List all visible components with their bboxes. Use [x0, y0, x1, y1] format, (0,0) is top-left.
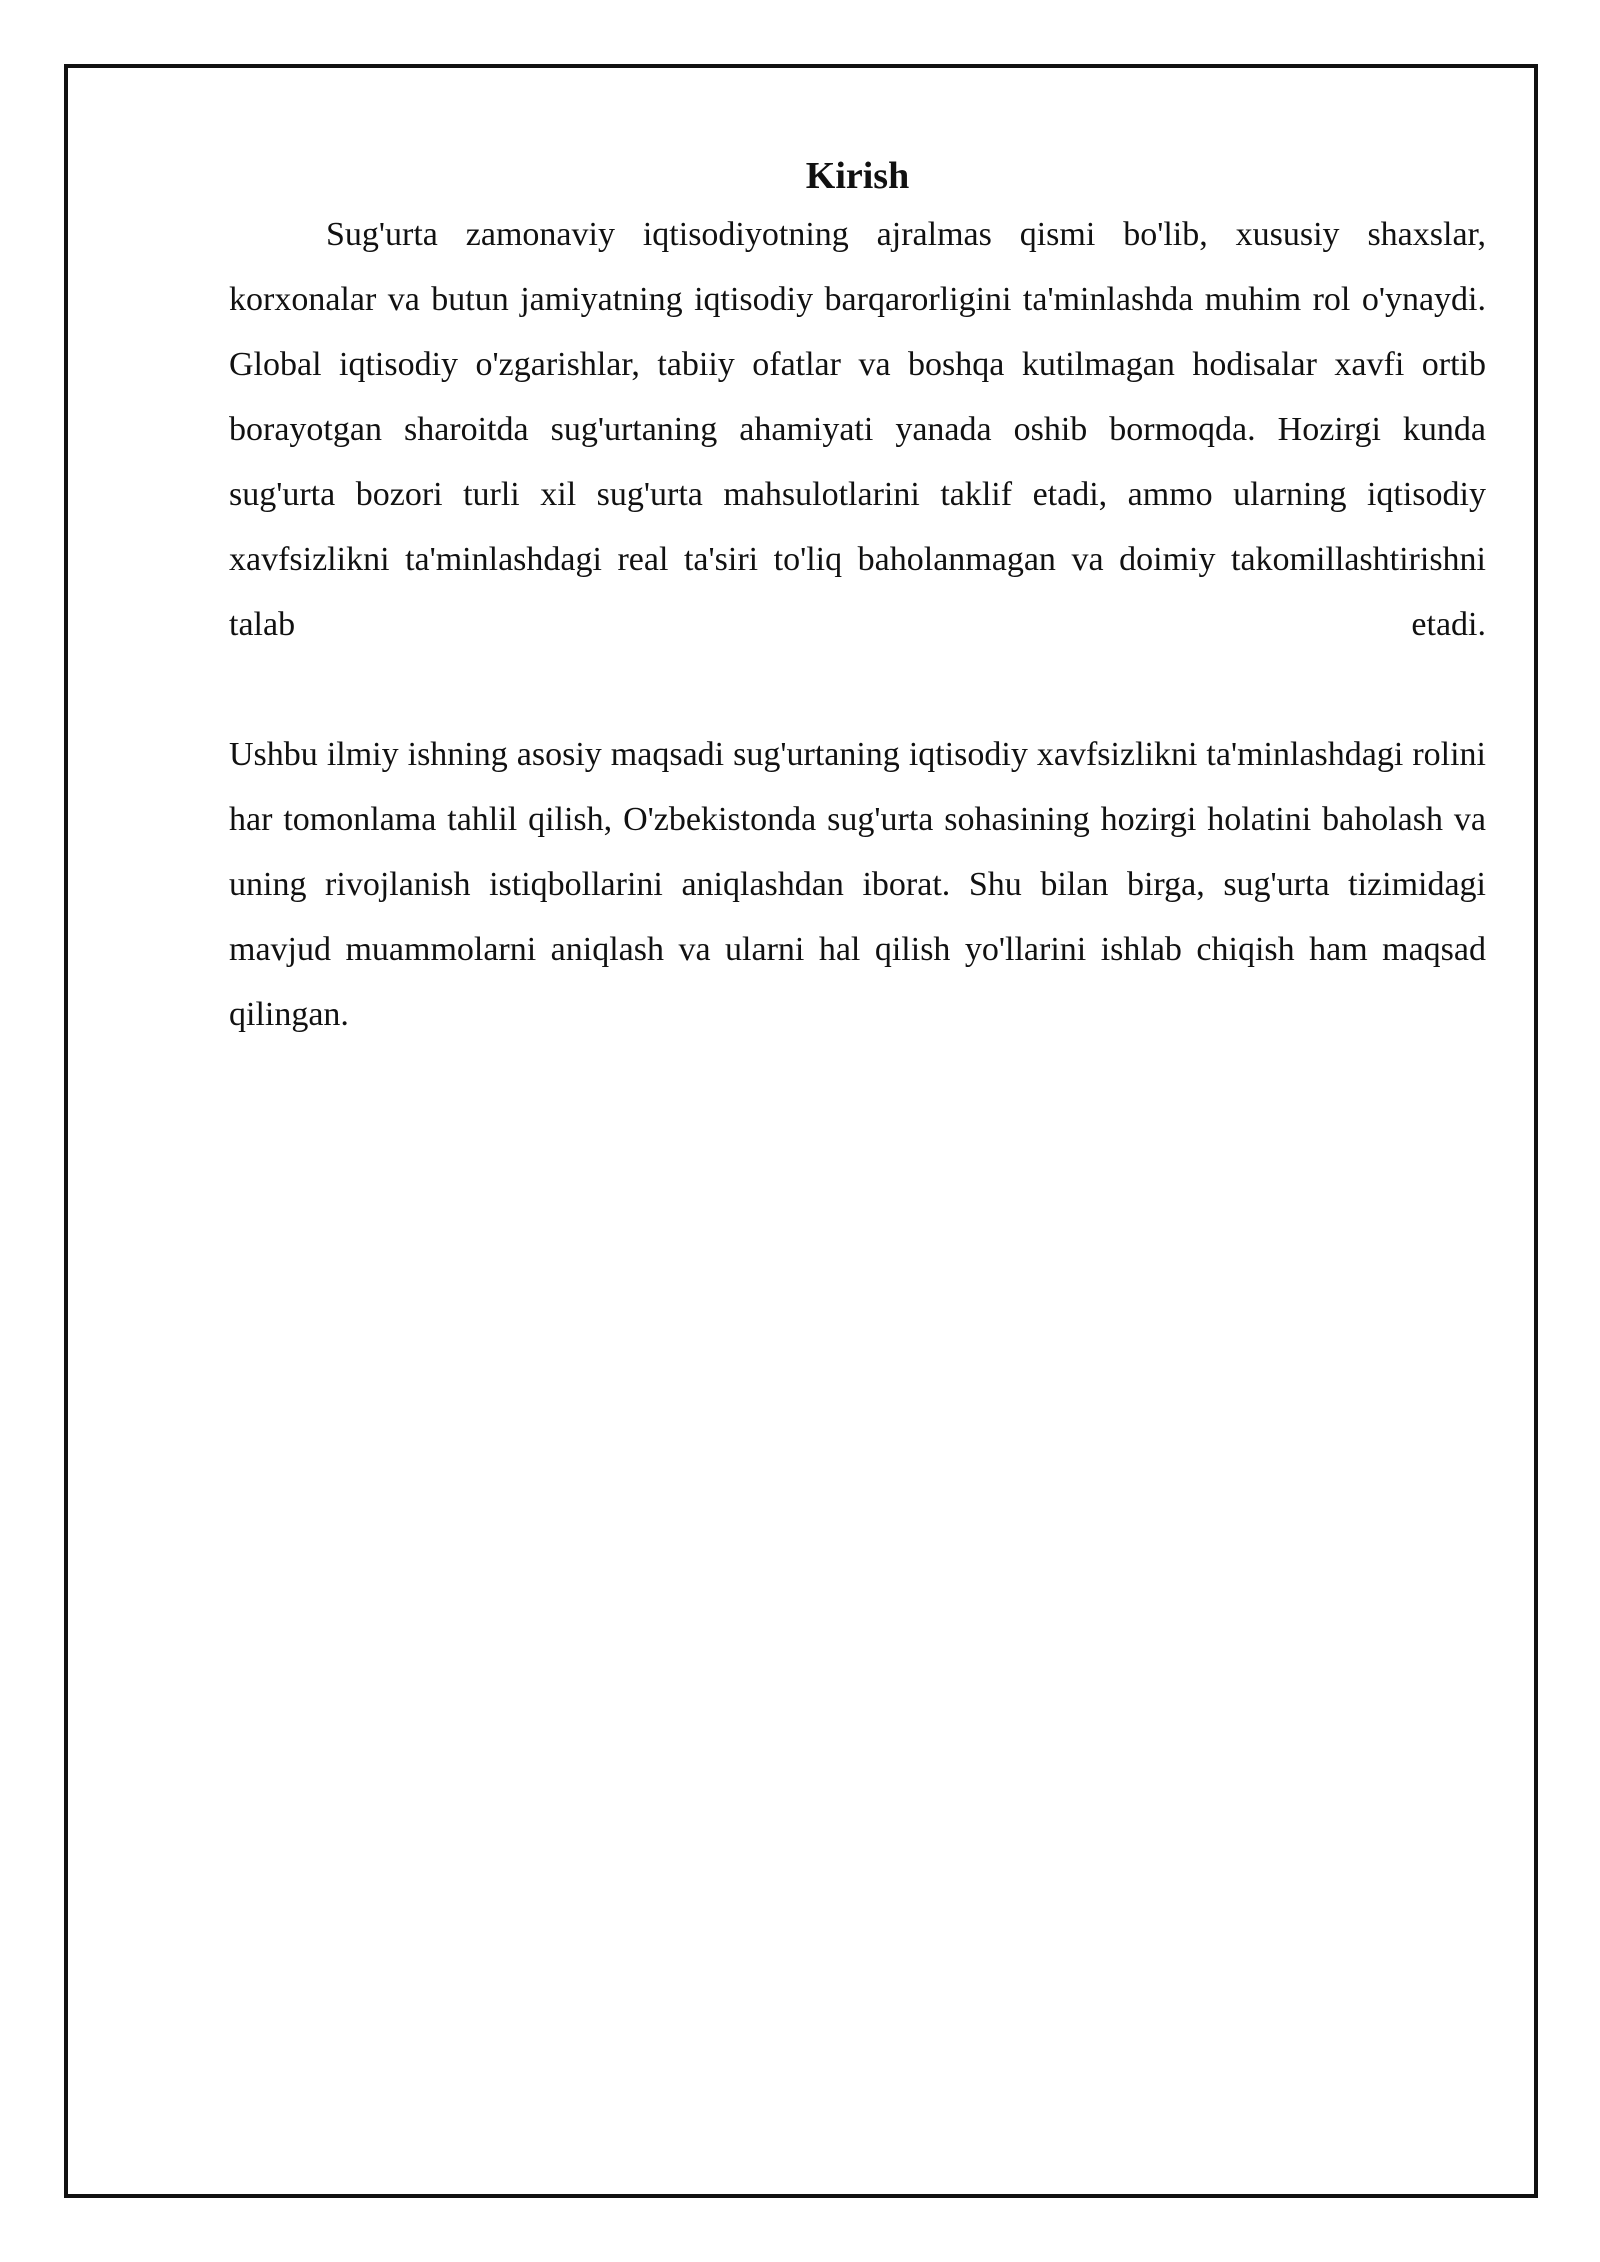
paragraph-introduction: Sug'urta zamonaviy iqtisodiyotning ajralmas qismi bo'lib, xususiy shaxslar, korxonalar va butun jamiyatning iqtisodiy barqarorligini ta'minlashda muhim rol o'ynaydi. Global iqtisodiy o'zgarishlar, tabiiy ofatlar va boshqa kutilmagan hodisalar xavfi ortib borayotgan sharoitda sug'urtaning ahamiyati yanada oshib bormoqda. Hozirgi kunda sug'urta bozori turli xil sug'urta mahsulotlarini taklif etadi, ammo ularning iqtisodiy xavfsizlikni ta'minlashdagi real ta'siri to'liq baholanmagan va doimiy takomillashtirishni talab etadi. — [229, 216, 1486, 643]
page-title: Kirish — [805, 155, 910, 197]
paragraph-aim: Ushbu ilmiy ishning asosiy maqsadi sug'urtaning iqtisodiy xavfsizlikni ta'minlashdagi rolini har tomonlama tahlil qilish, O'zbekistonda sug'urta sohasining hozirgi holatini baholash va uning rivojlanish istiqbollarini aniqlashdan iborat. Shu bilan birga, sug'urta tizimidagi mavjud muammolarni aniqlash va ularni hal qilish yo'llarini ishlab chiqish ham maqsad qilingan. — [229, 736, 1486, 1033]
document-body — [229, 150, 1486, 1047]
